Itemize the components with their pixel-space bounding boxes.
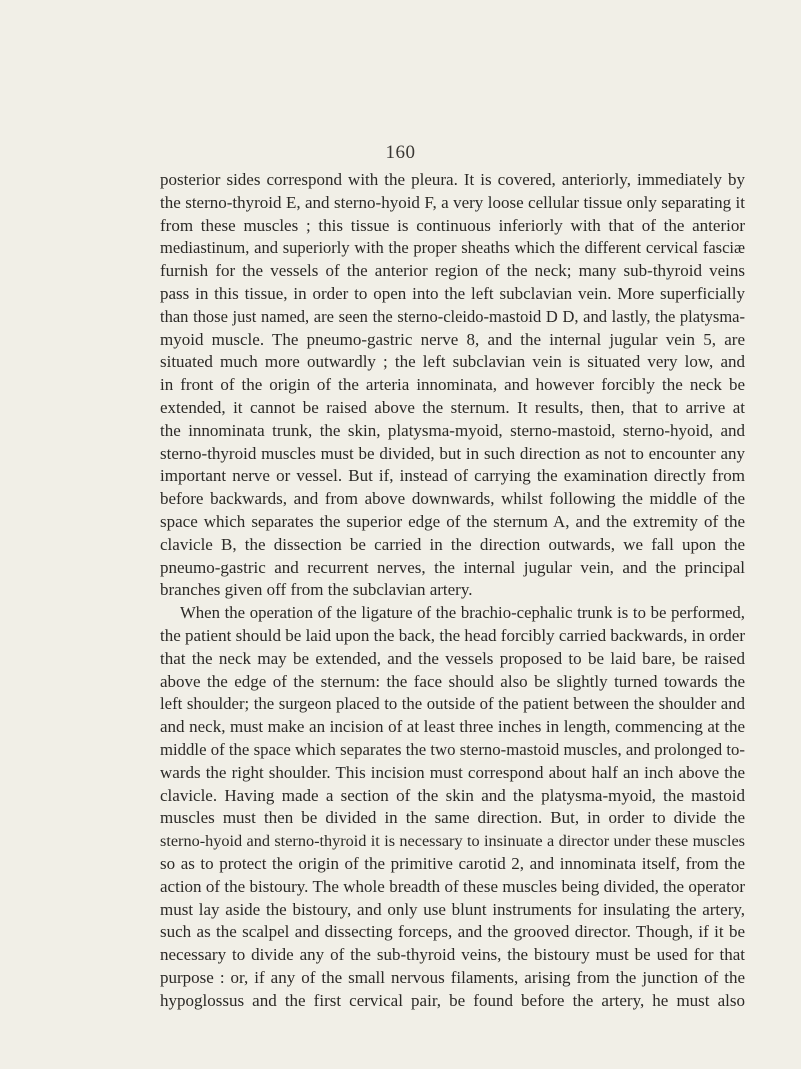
text-line: must lay aside the bistoury, and only use blunt instruments for insulating the artery, [160, 899, 745, 919]
text-line: hypoglossus and the first cervical pair, be found before the artery, he must also [160, 990, 745, 1010]
text-line: clavicle B, the dissection be carried in the direction outwards, we fall upon the [160, 534, 745, 554]
text-line: extended, it cannot be raised above the sternum. It results, then, that to arrive at [160, 397, 745, 417]
body-text [160, 169, 745, 1012]
text-line: clavicle. Having made a section of the skin and the platysma-myoid, the mastoid [160, 785, 745, 805]
text-line: so as to protect the origin of the primitive carotid 2, and innominata itself, from the [160, 853, 745, 873]
text-line: pneumo-gastric and recurrent nerves, the internal jugular vein, and the principal [160, 557, 745, 577]
text-line: myoid muscle. The pneumo-gastric nerve 8, and the internal jugular vein 5, are [160, 329, 745, 349]
text-line: muscles must then be divided in the same direction. But, in order to divide the [160, 808, 745, 828]
text-line: the sterno-thyroid E, and sterno-hyoid F, a very loose cellular tissue only separating it [160, 192, 745, 212]
text-line: such as the scalpel and dissecting forceps, and the grooved director. Though, if it be [160, 922, 745, 942]
text-line: sterno-thyroid muscles must be divided, but in such direction as not to encounter any [160, 443, 745, 463]
text-line: before backwards, and from above downwards, whilst following the middle of the [160, 489, 745, 509]
text-line: furnish for the vessels of the anterior region of the neck; many sub-thyroid veins [160, 261, 745, 281]
text-line: important nerve or vessel. But if, instead of carrying the examination directly from [160, 466, 745, 486]
text-line: necessary to divide any of the sub-thyroid veins, the bistoury must be used for that [160, 945, 745, 965]
text-line: pass in this tissue, in order to open into the left subclavian vein. More superficially [160, 283, 745, 303]
text-line: action of the bistoury. The whole breadth of these muscles being divided, the operator [160, 876, 745, 896]
text-line: purpose : or, if any of the small nervous filaments, arising from the junction of the [160, 967, 745, 987]
text-line: from these muscles ; this tissue is continuous inferiorly with that of the anterior [160, 215, 745, 235]
text-line: in front of the origin of the arteria innominata, and however forcibly the neck be [160, 375, 745, 395]
text-line: space which separates the superior edge of the sternum A, and the extremity of the [160, 511, 745, 531]
text-line: above the edge of the sternum: the face should also be slightly turned towards the [160, 671, 745, 691]
text-line: situated much more outwardly ; the left subclavian vein is situated very low, and [160, 352, 745, 372]
text-line: the innominata trunk, the skin, platysma-myoid, sterno-mastoid, sterno-hyoid, and [160, 420, 745, 440]
text-line: that the neck may be extended, and the vessels proposed to be laid bare, be raised [160, 648, 745, 668]
text-line: and neck, must make an incision of at least three inches in length, commencing at the [160, 717, 745, 737]
text-line: When the operation of the ligature of the brachio-cephalic trunk is to be performed, [180, 603, 745, 623]
text-line: sterno-hyoid and sterno-thyroid it is necessary to insinuate a director under these muscles [160, 832, 745, 851]
text-line: the patient should be laid upon the back, the head forcibly carried backwards, in order [160, 625, 745, 645]
text-line: wards the right shoulder. This incision must correspond about half an inch above the [160, 762, 745, 782]
text-line: branches given off from the subclavian artery. [160, 580, 473, 600]
text-line: than those just named, are seen the sterno-cleido-mastoid D D, and lastly, the platysma- [160, 306, 745, 326]
text-line: posterior sides correspond with the pleura. It is covered, anteriorly, immediately by [160, 170, 745, 189]
text-line: middle of the space which separates the two sterno-mastoid muscles, and prolonged to- [160, 739, 745, 759]
page-number: 160 [385, 142, 416, 163]
text-line: mediastinum, and superiorly with the proper sheaths which the different cervical fasciæ [160, 238, 745, 258]
text-line: left shoulder; the surgeon placed to the outside of the patient between the shoulder and [160, 694, 745, 714]
